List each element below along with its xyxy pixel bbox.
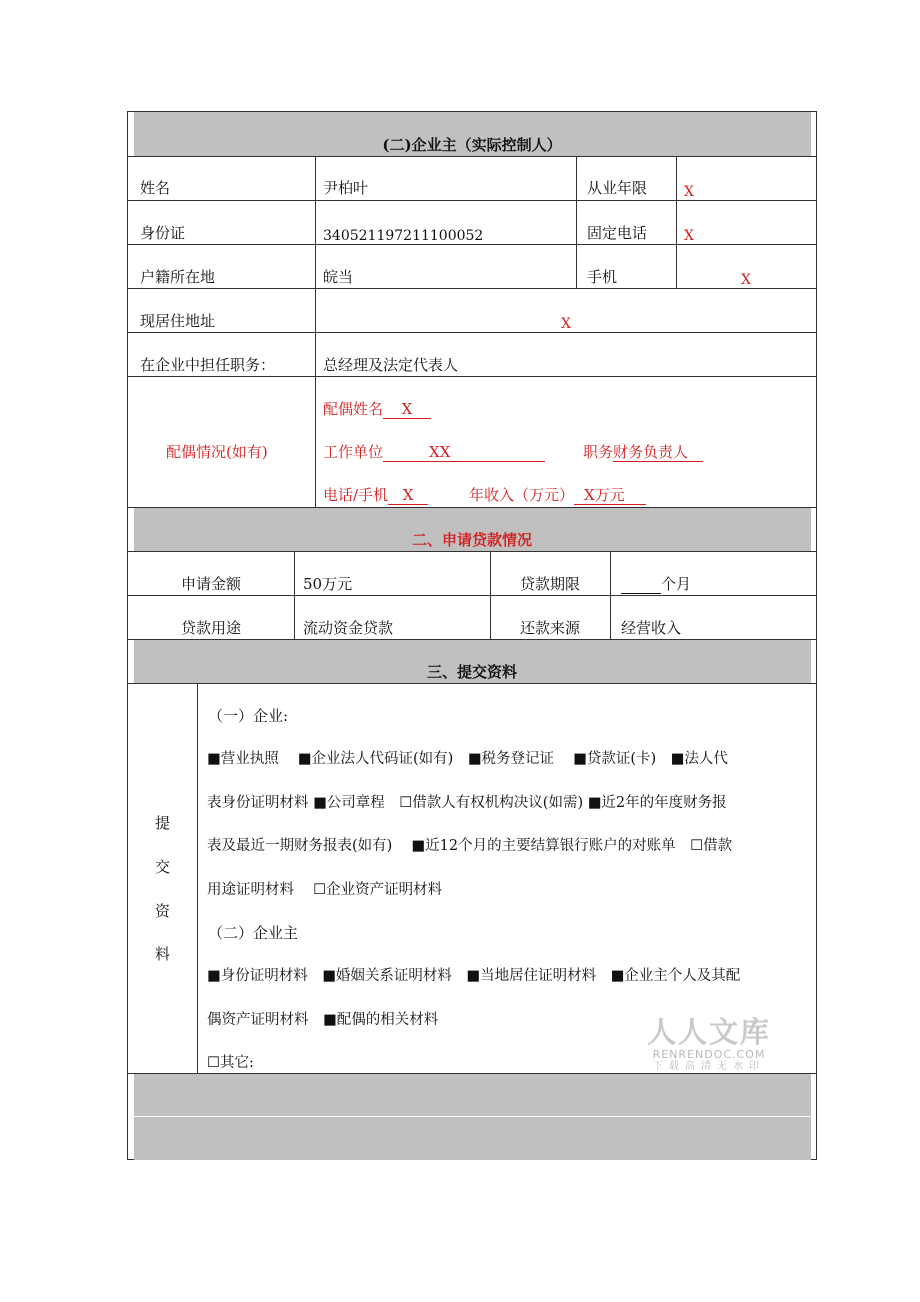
term-line [621, 575, 691, 594]
company-materials-line-1: ■营业执照 ■企业法人代码证(如有) ■税务登记证 ■贷款证(卡) ■法人代 [207, 751, 728, 767]
name-label: 姓名 [140, 179, 171, 197]
spouse-name-value: X [383, 400, 431, 419]
term-label: 贷款期限 [519, 575, 580, 593]
mobile-value: X [741, 272, 751, 288]
side-char-4: 料 [155, 945, 171, 963]
spouse-work-value: XX [383, 443, 545, 462]
source-value: 经营收入 [621, 619, 682, 637]
company-materials-line-4: 用途证明材料 ☐企业资产证明材料 [207, 882, 443, 898]
position-label: 在企业中担任职务： [140, 356, 276, 374]
owner-section-heading: (二)企业主（实际控制人） [382, 136, 562, 154]
spouse-income-line [469, 486, 646, 505]
watermark-slogan: 下载高清无水印 [653, 1061, 765, 1072]
spouse-phone-line [323, 486, 428, 505]
phone-value: X [684, 228, 694, 244]
phone-label: 固定电话 [587, 224, 648, 242]
side-char-3: 资 [155, 902, 171, 920]
spouse-phone-value: X [388, 486, 428, 505]
materials-section-heading: 三、提交资料 [426, 663, 517, 681]
footer-band-2 [134, 1117, 811, 1160]
hukou-value: 皖当 [323, 268, 354, 286]
company-materials-line-3: 表及最近一期财务报表(如有) ■近12个月的主要结算银行账户的对账单 ☐借款 [207, 838, 733, 854]
mobile-label: 手机 [587, 268, 618, 286]
address-value: X [561, 316, 571, 332]
owner-materials-line-1: ■身份证明材料 ■婚姻关系证明材料 ■当地居住证明材料 ■企业主个人及其配 [207, 968, 741, 984]
other-materials: ☐其它: [207, 1055, 254, 1071]
watermark-title: 人人文库 [647, 1015, 772, 1049]
spouse-job-line [583, 443, 703, 462]
spouse-name-label: 配偶姓名 [323, 400, 384, 418]
spouse-income-label: 年收入（万元） [469, 486, 575, 504]
company-materials-line-2: 表身份证明材料 ■公司章程 ☐借款人有权机构决议(如需) ■近2年的年度财务报 [207, 795, 727, 811]
source-label: 还款来源 [519, 619, 580, 637]
amount-label: 申请金额 [180, 575, 241, 593]
term-value: 个月 [661, 575, 692, 593]
company-materials-heading: （一）企业: [208, 707, 289, 725]
spouse-work-label: 工作单位 [323, 443, 384, 461]
position-value: 总经理及法定代表人 [323, 356, 459, 374]
purpose-label: 贷款用途 [180, 619, 241, 637]
owner-materials-line-2: 偶资产证明材料 ■配偶的相关材料 [207, 1012, 439, 1028]
footer-band-1 [134, 1074, 811, 1116]
address-label: 现居住地址 [140, 312, 216, 330]
id-value: 340521197211100052 [323, 228, 484, 244]
years-value: X [684, 184, 694, 200]
spouse-label: 配偶情况(如有) [166, 443, 268, 461]
purpose-value: 流动资金贷款 [303, 619, 394, 637]
amount-value: 50万元 [303, 575, 353, 593]
loan-section-heading: 二、申请贷款情况 [411, 531, 532, 549]
watermark-domain: RENRENDOC.COM [652, 1048, 766, 1061]
years-label: 从业年限 [587, 179, 648, 197]
application-form [127, 111, 817, 1160]
spouse-job-label: 职务 [583, 443, 614, 461]
hukou-label: 户籍所在地 [140, 268, 216, 286]
spouse-job-value: 财务负责人 [613, 443, 703, 462]
spouse-phone-label: 电话/手机 [323, 486, 389, 504]
spouse-name-line [323, 400, 431, 419]
watermark-logo [647, 1016, 771, 1073]
spouse-income-value: X万元 [574, 486, 646, 505]
side-char-2: 交 [155, 858, 171, 876]
name-value: 尹柏叶 [323, 179, 369, 197]
spouse-work-line [323, 443, 545, 462]
id-label: 身份证 [140, 224, 186, 242]
owner-materials-heading: （二）企业主 [208, 924, 299, 942]
term-blank [621, 575, 661, 594]
side-char-1: 提 [155, 814, 171, 832]
